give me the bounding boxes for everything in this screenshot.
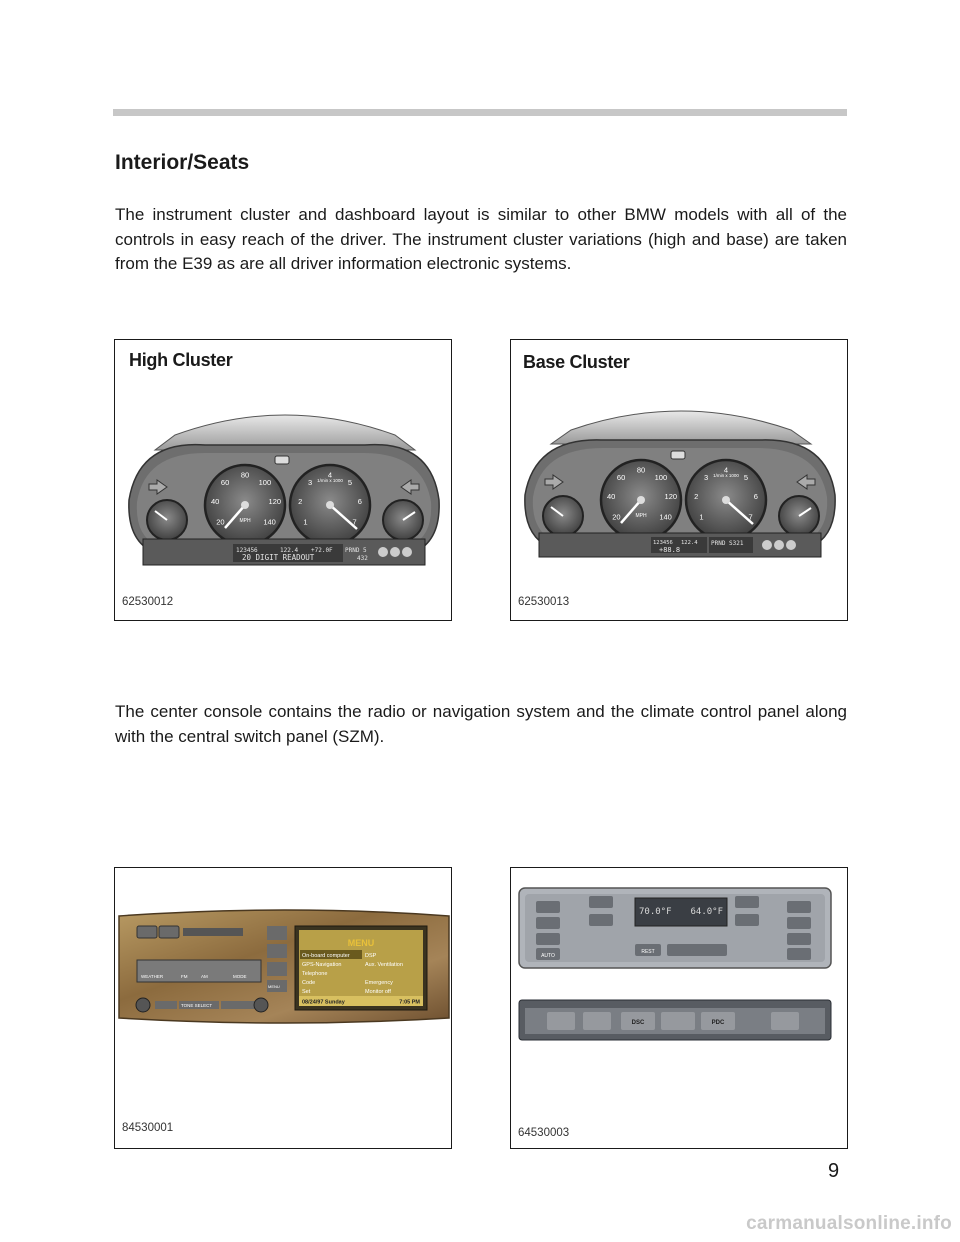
gear-sub: 432 bbox=[357, 555, 368, 562]
rpm-tick-label: 2 bbox=[694, 492, 699, 501]
nav-time: 7:05 PM bbox=[399, 999, 420, 1006]
rpm-tick-label: 4 bbox=[723, 465, 729, 475]
section-title: Interior/Seats bbox=[115, 151, 250, 174]
speed-tick-label: 120 bbox=[268, 497, 282, 506]
digit-readout: 20 DIGIT READOUT bbox=[242, 553, 315, 562]
nav-menu-item[interactable]: Emergency bbox=[365, 980, 393, 986]
speed-tick-label: 40 bbox=[211, 497, 220, 506]
left-temp: 70.0°F bbox=[639, 907, 672, 917]
speed-tick-label: 20 bbox=[216, 517, 225, 527]
page-number: 9 bbox=[828, 1160, 840, 1182]
rpm-tick-label: 3 bbox=[704, 473, 709, 483]
auto-button[interactable]: AUTO bbox=[541, 953, 555, 959]
nav-menu-item[interactable]: Code bbox=[302, 980, 316, 986]
nav-menu-item[interactable]: On-board computer bbox=[302, 953, 350, 959]
rpm-unit: 1/min x 1000 bbox=[317, 478, 343, 483]
tone-select-button[interactable]: TONE SELECT bbox=[181, 1003, 213, 1008]
nav-menu-title: MENU bbox=[347, 938, 375, 948]
pdc-button[interactable]: PDC bbox=[711, 1020, 725, 1026]
speed-tick-label: 140 bbox=[263, 517, 276, 527]
rpm-unit: 1/min x 1000 bbox=[713, 473, 739, 478]
figure-number: 64530003 bbox=[518, 1127, 570, 1139]
base-cluster-label: Base Cluster bbox=[523, 352, 630, 372]
figure-high-cluster bbox=[114, 339, 452, 621]
mode-button[interactable]: MODE bbox=[233, 974, 247, 979]
rpm-tick-label: 6 bbox=[357, 497, 362, 506]
rpm-tick-label: 5 bbox=[743, 473, 748, 483]
weather-button[interactable]: WEATHER bbox=[141, 974, 164, 979]
speed-tick-label: 60 bbox=[220, 478, 230, 488]
nav-menu-item[interactable]: DSP bbox=[365, 953, 377, 959]
speed-tick-label: 80 bbox=[636, 465, 646, 475]
figure-base-cluster bbox=[510, 339, 848, 621]
watermark: carmanualsonline.info bbox=[746, 1213, 952, 1234]
rpm-tick-label: 7 bbox=[748, 512, 753, 522]
odometer: 123456 bbox=[236, 547, 258, 554]
rpm-tick-label: 2 bbox=[298, 497, 303, 506]
dsc-button[interactable]: DSC bbox=[631, 1020, 645, 1026]
outside-temp: +88.8 bbox=[659, 546, 681, 554]
nav-menu-item[interactable]: Aux. Ventilation bbox=[365, 962, 403, 968]
header-rule bbox=[113, 109, 847, 116]
rpm-tick-label: 7 bbox=[352, 517, 357, 527]
speed-tick-label: 120 bbox=[664, 492, 678, 501]
figure-number: 84530001 bbox=[122, 1122, 174, 1134]
speed-tick-label: 100 bbox=[258, 478, 272, 488]
nav-menu-item[interactable]: GPS-Navigation bbox=[302, 962, 342, 968]
outside-temp: +72.0F bbox=[311, 547, 333, 554]
speed-unit: MPH bbox=[635, 513, 647, 519]
figure-number: 62530012 bbox=[122, 596, 174, 608]
figure-navigation bbox=[114, 867, 452, 1149]
odometer: 123456 bbox=[653, 540, 673, 546]
gear-indicator: PRND S321 bbox=[711, 540, 744, 547]
speed-tick-label: 140 bbox=[659, 512, 672, 522]
speed-unit: MPH bbox=[239, 518, 251, 524]
rpm-tick-label: 5 bbox=[347, 478, 352, 488]
figure-number: 62530013 bbox=[518, 596, 570, 608]
speed-tick-label: 40 bbox=[607, 492, 616, 501]
climate-illustration bbox=[511, 868, 848, 1149]
nav-menu-item[interactable]: Telephone bbox=[302, 971, 328, 977]
nav-date: 08/24/97 Sunday bbox=[302, 999, 345, 1006]
rpm-tick-label: 3 bbox=[308, 478, 313, 488]
speed-tick-label: 80 bbox=[240, 470, 250, 480]
rpm-tick-label: 1 bbox=[303, 517, 308, 527]
speed-tick-label: 60 bbox=[616, 473, 626, 483]
gear-indicator: PRND 5 bbox=[345, 547, 367, 554]
base-cluster-illustration bbox=[511, 340, 848, 621]
trip-meter: 122.4 bbox=[681, 540, 698, 546]
rpm-tick-label: 1 bbox=[699, 512, 704, 522]
intro-paragraph: The instrument cluster and dashboard layout is similar to other BMW models with all of the controls in easy reach of the driver. The instrument cluster variations (high and base) are taken from the E39 as are all driver information electronic systems. bbox=[115, 205, 847, 273]
navigation-illustration bbox=[115, 868, 452, 1149]
right-temp: 64.0°F bbox=[690, 907, 723, 917]
am-button[interactable]: AM bbox=[201, 974, 208, 979]
speed-tick-label: 100 bbox=[654, 473, 668, 483]
fm-button[interactable]: FM bbox=[181, 974, 188, 979]
high-cluster-label: High Cluster bbox=[129, 350, 233, 370]
rpm-tick-label: 4 bbox=[327, 470, 333, 480]
high-cluster-illustration bbox=[115, 340, 452, 621]
nav-menu-item[interactable]: Set bbox=[302, 989, 311, 995]
menu-button[interactable]: MENU bbox=[268, 984, 280, 989]
trip-meter: 122.4 bbox=[280, 547, 299, 554]
rpm-tick-label: 6 bbox=[753, 492, 758, 501]
console-paragraph: The center console contains the radio or navigation system and the climate control panel along with the central switch panel (SZM). bbox=[115, 702, 847, 746]
rest-button[interactable]: REST bbox=[641, 949, 655, 955]
nav-menu-item[interactable]: Monitor off bbox=[365, 989, 391, 995]
figure-climate-control bbox=[510, 867, 848, 1149]
speed-tick-label: 20 bbox=[612, 512, 621, 522]
